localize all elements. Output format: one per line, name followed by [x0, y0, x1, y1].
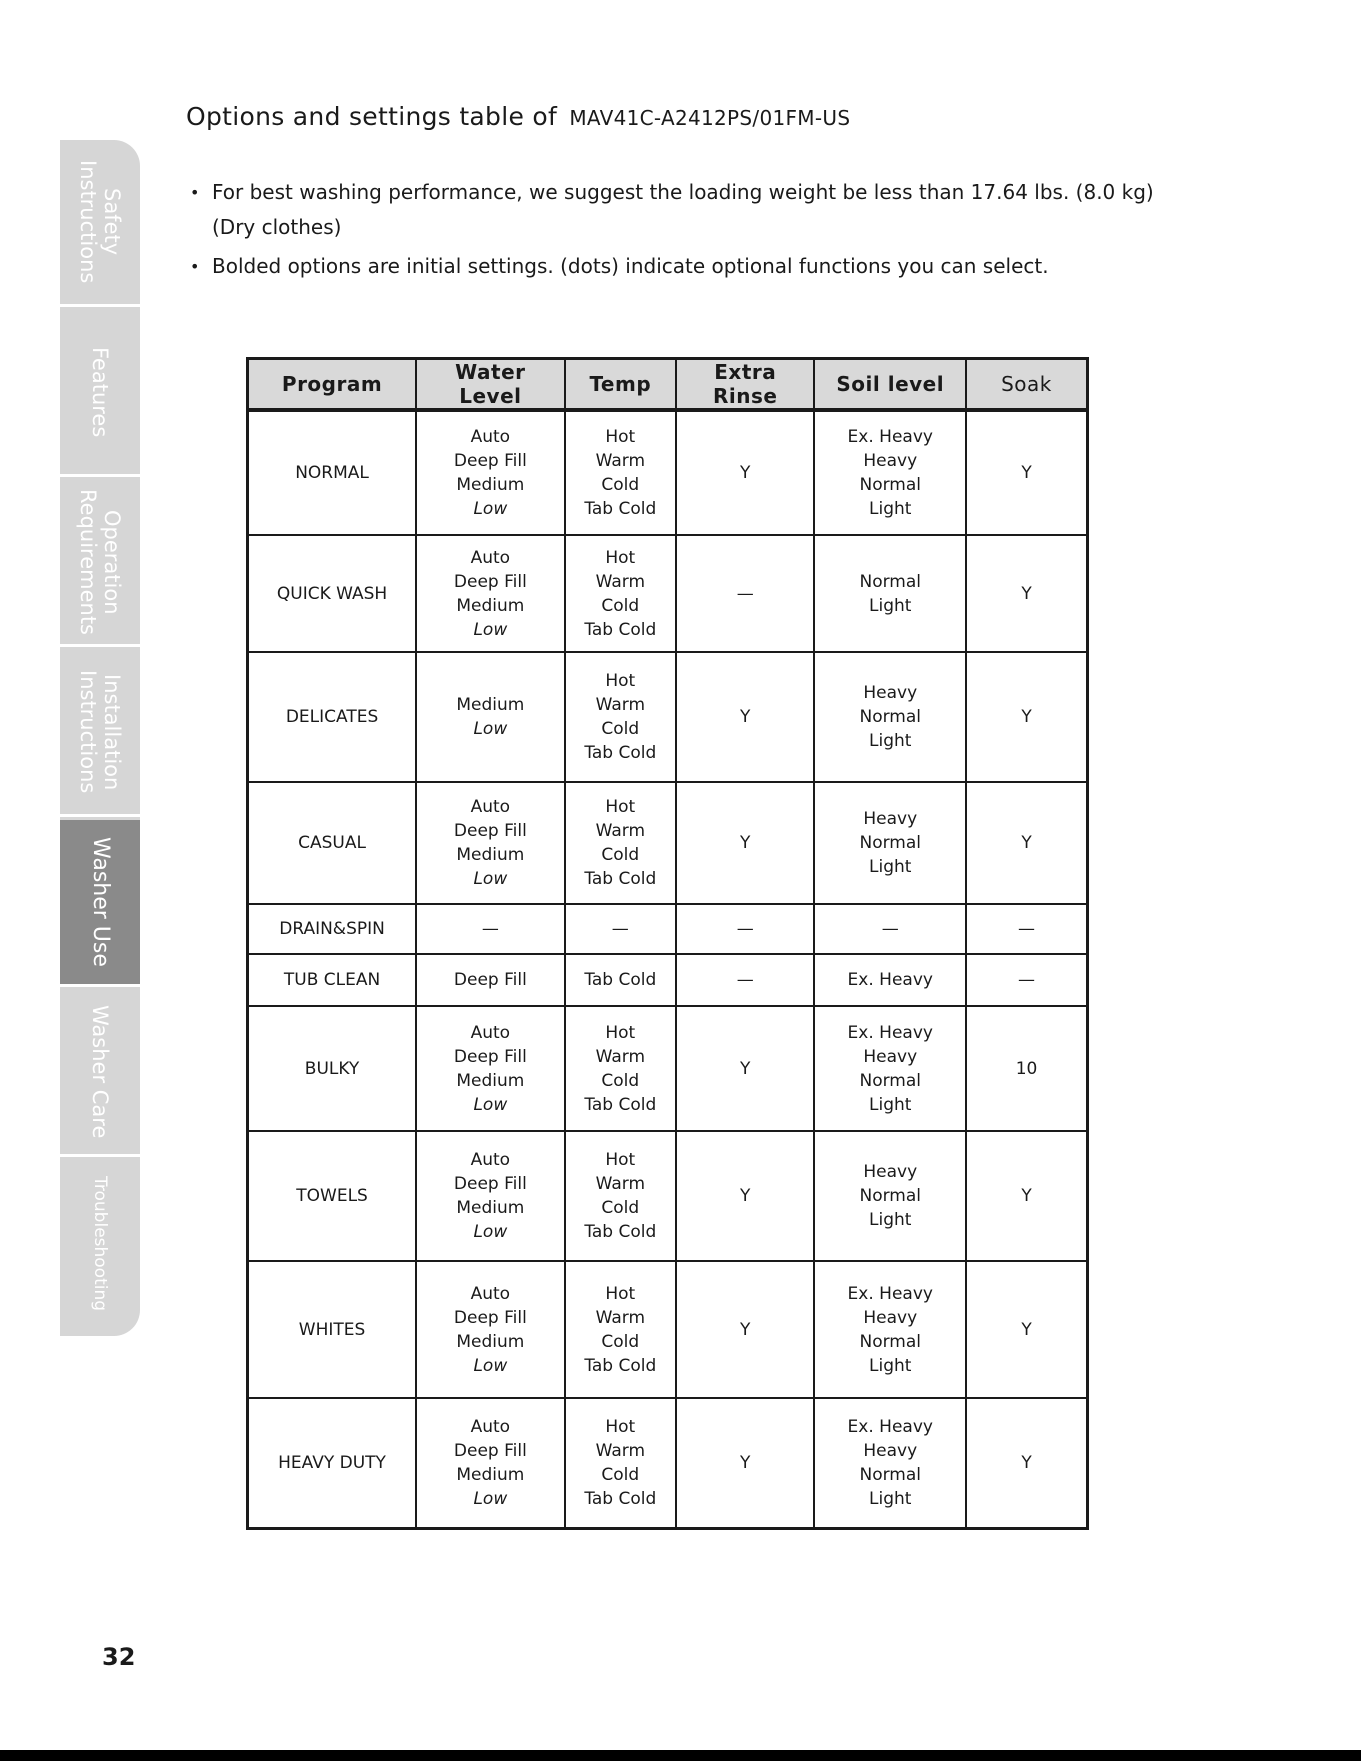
- cell-line: Deep Fill: [453, 1440, 527, 1461]
- cell-temp: [565, 1131, 676, 1261]
- cell-extra-rinse: Y: [676, 1398, 814, 1528]
- cell-soak: Y: [966, 1261, 1087, 1398]
- cell-line: Heavy: [863, 809, 918, 829]
- cell-line: Medium: [456, 1464, 525, 1485]
- sidebar-tab-label: Features: [88, 346, 112, 438]
- cell-line: Low: [473, 1355, 508, 1376]
- bottom-bar: [0, 1750, 1361, 1761]
- cell-water-level: [416, 1398, 565, 1528]
- cell-line: Warm: [595, 571, 645, 592]
- cell-extra-rinse: Y: [676, 410, 814, 535]
- cell-soak: Y: [966, 1398, 1087, 1528]
- cell-soil-level: [814, 1261, 966, 1398]
- cell-line: Heavy: [863, 451, 918, 471]
- cell-line: Warm: [595, 1174, 645, 1194]
- cell-program: TOWELS: [248, 1131, 417, 1261]
- cell-line: Auto: [470, 1283, 511, 1304]
- cell-line: Tab Cold: [584, 499, 657, 519]
- sidebar-tab-safety-instructions[interactable]: [60, 140, 140, 307]
- cell-temp: [565, 1006, 676, 1131]
- cell-line: Normal: [859, 475, 921, 495]
- table-body: [248, 410, 1088, 1528]
- cell-line: Light: [869, 499, 912, 519]
- cell-line: Tab Cold: [584, 1355, 657, 1376]
- cell-line: Low: [473, 499, 508, 519]
- cell-water-level: [416, 782, 565, 904]
- cell-line: Deep Fill: [453, 451, 527, 471]
- cell-soil-level: [814, 1131, 966, 1261]
- cell-line: Ex. Heavy: [847, 1283, 933, 1304]
- cell-line: Deep Fill: [453, 1046, 527, 1067]
- cell-soak: Y: [966, 1131, 1087, 1261]
- cell-line: Medium: [456, 1198, 525, 1218]
- cell-extra-rinse: Y: [676, 782, 814, 904]
- cell-soil-level: [814, 535, 966, 652]
- cell-soak: —: [966, 904, 1087, 954]
- cell-water-level: [416, 1131, 565, 1261]
- cell-line: Tab Cold: [584, 619, 657, 640]
- cell-line: Auto: [470, 797, 511, 817]
- cell-line: Normal: [859, 1331, 921, 1352]
- cell-line: —: [481, 919, 499, 939]
- cell-extra-rinse: Y: [676, 1006, 814, 1131]
- sidebar-tab-label: Safety Instructions: [76, 160, 124, 284]
- cell-line: Medium: [456, 595, 525, 616]
- cell-line: Tab Cold: [584, 1222, 657, 1242]
- cell-water-level: [416, 1261, 565, 1398]
- cell-line: Warm: [595, 695, 645, 715]
- options-settings-table: [246, 357, 1089, 1530]
- cell-program: HEAVY DUTY: [248, 1398, 417, 1528]
- cell-line: Auto: [470, 1416, 511, 1437]
- cell-line: Hot: [605, 1283, 636, 1304]
- cell-line: Low: [473, 1488, 508, 1509]
- cell-line: Normal: [859, 707, 921, 727]
- table-row: [248, 1006, 1088, 1131]
- cell-line: Cold: [601, 595, 640, 616]
- table-row: [248, 535, 1088, 652]
- cell-line: Light: [869, 1210, 912, 1230]
- sidebar-tab-washer-care[interactable]: [60, 990, 140, 1157]
- sidebar-tab-installation-instructions[interactable]: [60, 650, 140, 817]
- page-number: 32: [102, 1643, 136, 1671]
- cell-line: Tab Cold: [584, 1094, 657, 1115]
- note-loading-weight: • For best washing performance, we suggest the loading weight be less than 17.64 lbs. (8.0 kg) (Dry clothes): [190, 175, 1190, 245]
- cell-extra-rinse: —: [676, 954, 814, 1006]
- cell-line: Auto: [470, 547, 511, 568]
- cell-soak: —: [966, 954, 1087, 1006]
- table-row: [248, 782, 1088, 904]
- cell-line: Tab Cold: [584, 869, 657, 889]
- header-soil-level: Soil level: [814, 359, 966, 411]
- header-extra-rinse: Extra Rinse: [676, 359, 814, 411]
- cell-line: Deep Fill: [453, 970, 527, 990]
- cell-program: DRAIN&SPIN: [248, 904, 417, 954]
- sidebar-tab-features[interactable]: [60, 310, 140, 477]
- cell-line: Hot: [605, 1416, 636, 1437]
- cell-soil-level: [814, 782, 966, 904]
- cell-line: Light: [869, 731, 912, 751]
- page-title-text: Options and settings table of: [186, 102, 558, 131]
- cell-line: Medium: [456, 1331, 525, 1352]
- cell-line: Heavy: [863, 1046, 918, 1067]
- sidebar-tab-operation-requirements[interactable]: [60, 480, 140, 647]
- cell-line: Heavy: [863, 1162, 918, 1182]
- cell-soil-level: [814, 904, 966, 954]
- cell-soak: Y: [966, 410, 1087, 535]
- sidebar-tab-label: Washer Care: [88, 1005, 112, 1139]
- cell-soak: 10: [966, 1006, 1087, 1131]
- cell-line: —: [881, 919, 899, 939]
- cell-line: Low: [473, 869, 508, 889]
- sidebar-tab-label: Operation Requirements: [76, 489, 124, 635]
- cell-line: Low: [473, 1222, 508, 1242]
- cell-line: Tab Cold: [584, 970, 657, 990]
- cell-line: Normal: [859, 833, 921, 853]
- table-row: [248, 1261, 1088, 1398]
- cell-program: TUB CLEAN: [248, 954, 417, 1006]
- model-number: MAV41C-A2412PS/01FM-US: [569, 106, 851, 130]
- cell-line: Ex. Heavy: [847, 1022, 933, 1043]
- cell-line: Ex. Heavy: [847, 427, 933, 447]
- cell-line: Medium: [456, 695, 525, 715]
- table-row: [248, 652, 1088, 782]
- cell-line: Cold: [601, 1070, 640, 1091]
- cell-line: Deep Fill: [453, 571, 527, 592]
- sidebar-tab-label: Troubleshooting: [90, 1175, 110, 1312]
- cell-water-level: [416, 410, 565, 535]
- cell-line: Warm: [595, 451, 645, 471]
- page-title: [186, 102, 850, 131]
- cell-temp: [565, 1261, 676, 1398]
- cell-line: Warm: [595, 1046, 645, 1067]
- cell-water-level: [416, 652, 565, 782]
- cell-line: Light: [869, 595, 912, 616]
- cell-line: Normal: [859, 1464, 921, 1485]
- cell-line: Medium: [456, 475, 525, 495]
- cell-water-level: [416, 954, 565, 1006]
- table-row: [248, 410, 1088, 535]
- cell-program: NORMAL: [248, 410, 417, 535]
- cell-line: Light: [869, 857, 912, 877]
- cell-line: Warm: [595, 1440, 645, 1461]
- cell-line: Hot: [605, 427, 636, 447]
- cell-line: Deep Fill: [453, 1174, 527, 1194]
- cell-extra-rinse: Y: [676, 1261, 814, 1398]
- cell-water-level: [416, 535, 565, 652]
- table-header-row: [248, 359, 1088, 411]
- cell-program: WHITES: [248, 1261, 417, 1398]
- cell-line: Hot: [605, 1150, 636, 1170]
- cell-line: Medium: [456, 1070, 525, 1091]
- cell-line: Low: [473, 619, 508, 640]
- cell-program: DELICATES: [248, 652, 417, 782]
- cell-line: Auto: [470, 1022, 511, 1043]
- cell-extra-rinse: Y: [676, 1131, 814, 1261]
- cell-soil-level: [814, 410, 966, 535]
- cell-soil-level: [814, 652, 966, 782]
- cell-soil-level: [814, 1006, 966, 1131]
- cell-line: Heavy: [863, 1307, 918, 1328]
- header-water-level: Water Level: [416, 359, 565, 411]
- notes-list: [190, 175, 1190, 284]
- cell-extra-rinse: —: [676, 535, 814, 652]
- cell-line: Deep Fill: [453, 1307, 527, 1328]
- cell-soak: Y: [966, 535, 1087, 652]
- cell-soil-level: [814, 1398, 966, 1528]
- cell-line: Warm: [595, 821, 645, 841]
- table-row: [248, 1398, 1088, 1528]
- cell-line: Hot: [605, 547, 636, 568]
- cell-temp: [565, 954, 676, 1006]
- cell-temp: [565, 782, 676, 904]
- cell-line: Low: [473, 719, 508, 739]
- cell-program: QUICK WASH: [248, 535, 417, 652]
- cell-line: Normal: [859, 1186, 921, 1206]
- cell-extra-rinse: Y: [676, 652, 814, 782]
- cell-soil-level: [814, 954, 966, 1006]
- cell-line: Cold: [601, 1464, 640, 1485]
- cell-line: Low: [473, 1094, 508, 1115]
- sidebar-tab-label: Washer Use: [88, 837, 113, 967]
- table-row: [248, 1131, 1088, 1261]
- cell-line: Deep Fill: [453, 821, 527, 841]
- header-temp: Temp: [565, 359, 676, 411]
- note-initial-settings: • Bolded options are initial settings. (dots) indicate optional functions you can select.: [190, 249, 1190, 284]
- cell-line: Auto: [470, 1150, 511, 1170]
- header-soak: Soak: [966, 359, 1087, 411]
- cell-line: Cold: [601, 1331, 640, 1352]
- cell-line: Heavy: [863, 1440, 918, 1461]
- cell-line: Tab Cold: [584, 1488, 657, 1509]
- cell-temp: [565, 1398, 676, 1528]
- cell-line: Hot: [605, 797, 636, 817]
- cell-line: Light: [869, 1488, 912, 1509]
- cell-line: Auto: [470, 427, 511, 447]
- header-program: Program: [248, 359, 417, 411]
- cell-line: Normal: [859, 571, 921, 592]
- cell-program: CASUAL: [248, 782, 417, 904]
- cell-temp: [565, 904, 676, 954]
- table-row: [248, 904, 1088, 954]
- sidebar-tab-troubleshooting[interactable]: [60, 1160, 140, 1327]
- cell-soak: Y: [966, 782, 1087, 904]
- cell-line: Ex. Heavy: [847, 970, 933, 990]
- cell-line: Light: [869, 1355, 912, 1376]
- cell-temp: [565, 535, 676, 652]
- cell-temp: [565, 652, 676, 782]
- sidebar-tab-label: Installation Instructions: [76, 670, 124, 794]
- cell-water-level: [416, 1006, 565, 1131]
- cell-line: Ex. Heavy: [847, 1416, 933, 1437]
- table-row: [248, 954, 1088, 1006]
- cell-soak: Y: [966, 652, 1087, 782]
- section-sidebar: [60, 140, 140, 1336]
- cell-program: BULKY: [248, 1006, 417, 1131]
- cell-line: Light: [869, 1094, 912, 1115]
- cell-line: Cold: [601, 1198, 640, 1218]
- cell-line: Normal: [859, 1070, 921, 1091]
- cell-line: Cold: [601, 719, 640, 739]
- cell-line: Cold: [601, 845, 640, 865]
- cell-extra-rinse: —: [676, 904, 814, 954]
- cell-line: Medium: [456, 845, 525, 865]
- cell-line: Tab Cold: [584, 743, 657, 763]
- cell-line: —: [611, 919, 629, 939]
- cell-line: Warm: [595, 1307, 645, 1328]
- cell-temp: [565, 410, 676, 535]
- cell-line: Heavy: [863, 683, 918, 703]
- cell-water-level: [416, 904, 565, 954]
- cell-line: Hot: [605, 671, 636, 691]
- cell-line: Hot: [605, 1022, 636, 1043]
- cell-line: Cold: [601, 475, 640, 495]
- sidebar-tab-washer-use[interactable]: [60, 820, 140, 987]
